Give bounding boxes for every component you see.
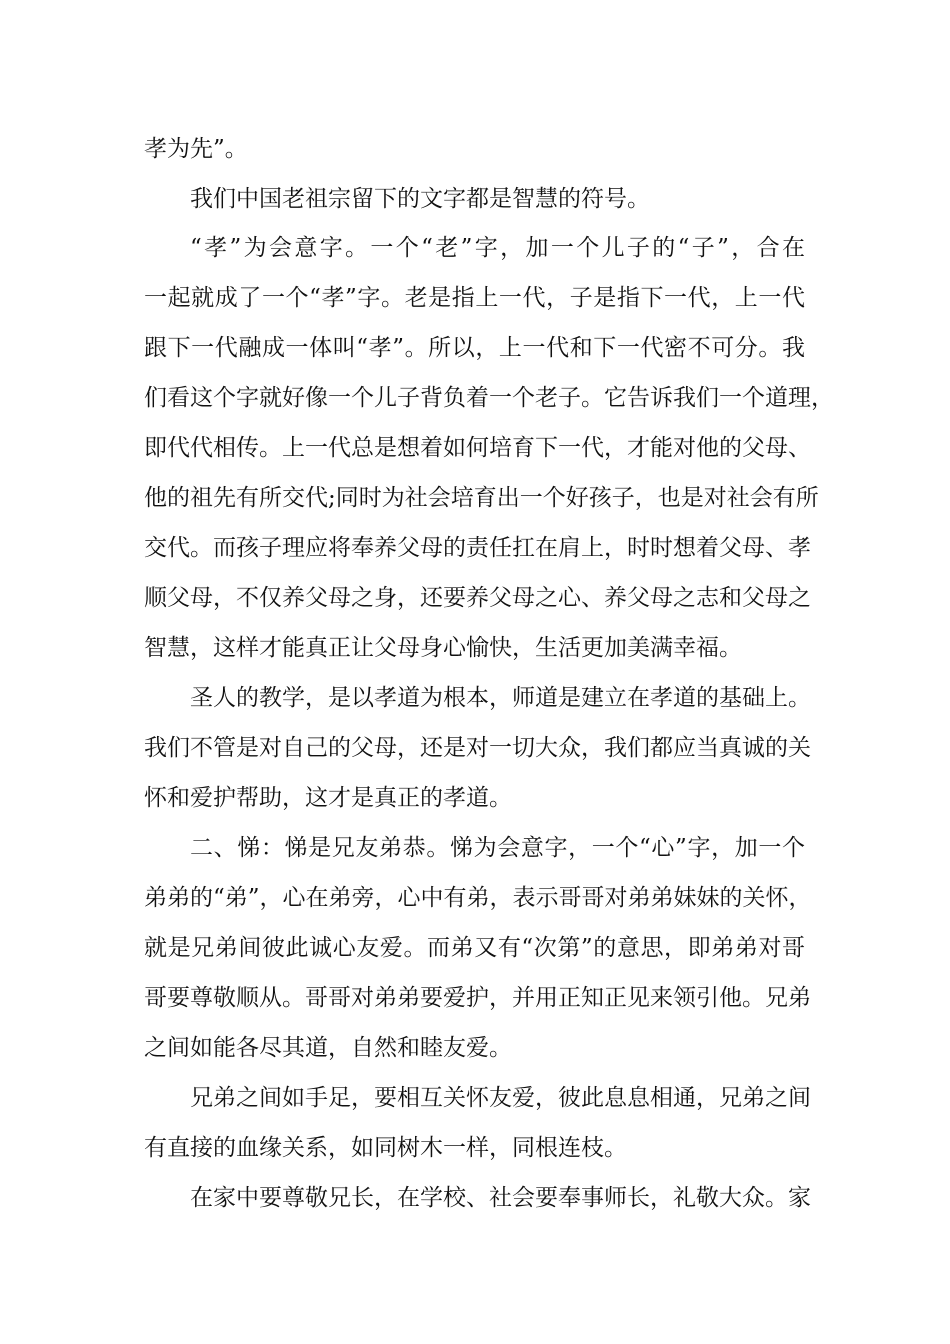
text-line: 兄弟之间如手足，要相互关怀友爱，彼此息息相通，兄弟之间 bbox=[190, 1085, 811, 1111]
text-line: 智慧，这样才能真正让父母身心愉快，生活更加美满幸福。 bbox=[144, 635, 742, 661]
text-line: 我们中国老祖宗留下的文字都是智慧的符号。 bbox=[190, 186, 650, 212]
text-line: 就是兄弟间彼此诚心友爱。而弟又有“次第”的意思，即弟弟对哥 bbox=[144, 935, 805, 961]
text-line: 怀和爱护帮助，这才是真正的孝道。 bbox=[144, 785, 512, 811]
text-line: 圣人的教学，是以孝道为根本，师道是建立在孝道的基础上。 bbox=[190, 685, 811, 711]
text-line: 跟下一代融成一体叫“孝”。所以，上一代和下一代密不可分。我 bbox=[144, 335, 805, 361]
text-line: 们看这个字就好像一个儿子背负着一个老子。它告诉我们一个道理， bbox=[144, 385, 834, 411]
text-line: 孝为先”。 bbox=[144, 136, 248, 162]
text-line: 哥要尊敬顺从。哥哥对弟弟要爱护，并用正知正见来领引他。兄弟 bbox=[144, 985, 811, 1011]
text-line: “孝”为会意字。一个“老”字，加一个儿子的“子”，合在 bbox=[190, 235, 805, 261]
text-line: 弟弟的“弟”，心在弟旁，心中有弟，表示哥哥对弟弟妹妹的关怀， bbox=[144, 885, 812, 911]
text-line: 即代代相传。上一代总是想着如何培育下一代，才能对他的父母、 bbox=[144, 435, 811, 461]
text-line: 交代。而孩子理应将奉养父母的责任扛在肩上，时时想着父母、孝 bbox=[144, 535, 811, 561]
text-line: 之间如能各尽其道，自然和睦友爱。 bbox=[144, 1035, 512, 1061]
text-line: 在家中要尊敬兄长，在学校、社会要奉事师长，礼敬大众。家 bbox=[190, 1185, 811, 1211]
text-line: 他的祖先有所交代;同时为社会培育出一个好孩子，也是对社会有所 bbox=[144, 485, 819, 511]
text-line: 我们不管是对自己的父母，还是对一切大众，我们都应当真诚的关 bbox=[144, 735, 811, 761]
text-line: 一起就成了一个“孝”字。老是指上一代，子是指下一代，上一代 bbox=[144, 285, 805, 311]
text-line: 顺父母，不仅养父母之身，还要养父母之心、养父母之志和父母之 bbox=[144, 585, 811, 611]
text-line: 二、悌：悌是兄友弟恭。悌为会意字，一个“心”字，加一个 bbox=[190, 835, 805, 861]
text-line: 有直接的血缘关系，如同树木一样，同根连枝。 bbox=[144, 1135, 627, 1161]
